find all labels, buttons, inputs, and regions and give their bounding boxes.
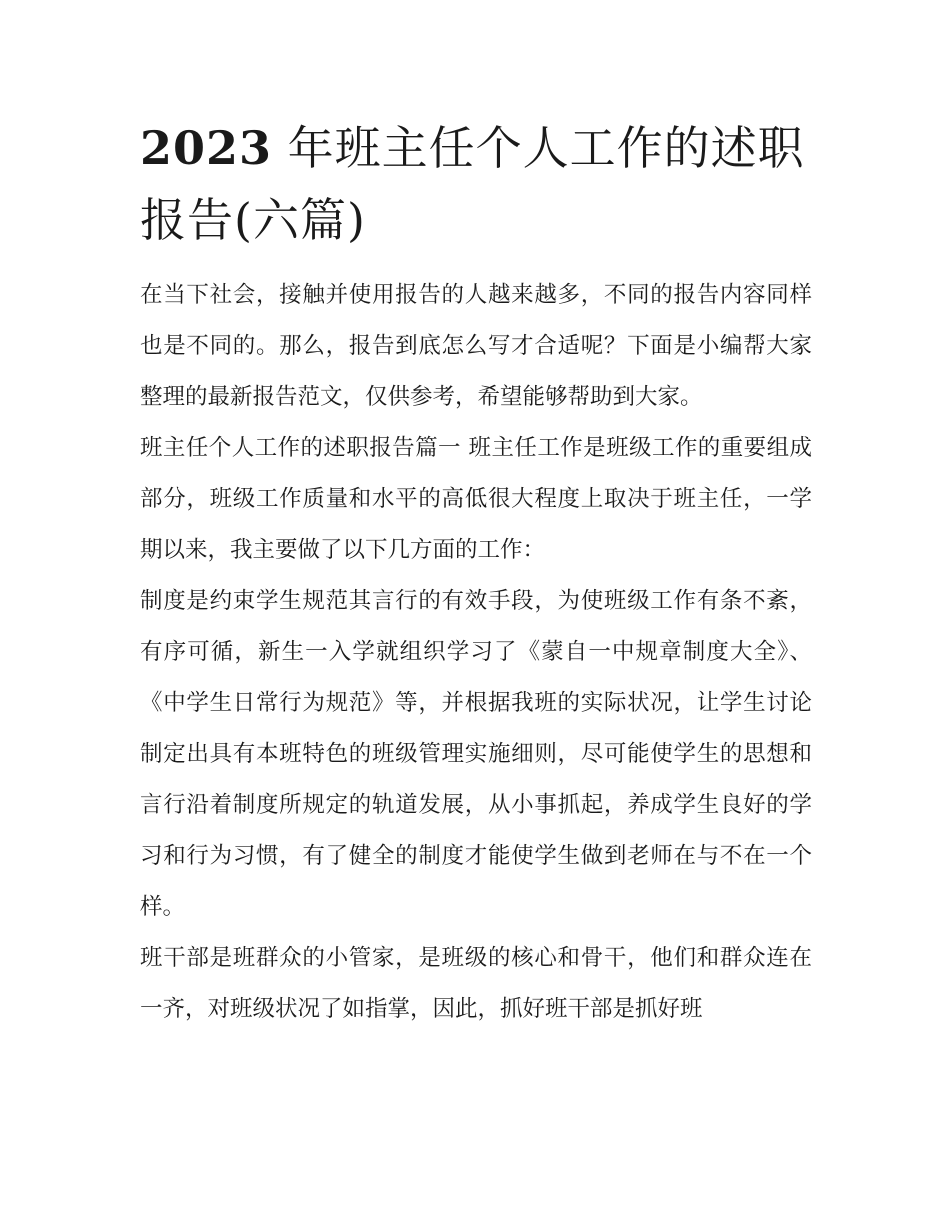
title-text: 年班主任个人工作的述职报告(六篇) [140,121,805,247]
document-body [140,112,812,1035]
class-cadre-paragraph: 班干部是班群众的小管家，是班级的核心和骨干，他们和群众连在一齐，对班级状况了如指掌，因此，抓好班干部是抓好班 [140,945,812,1022]
intro-paragraph: 在当下社会，接触并使用报告的人越来越多，不同的报告内容同样也是不同的。那么，报告到底怎么写才合适呢？下面是小编帮大家整理的最新报告范文，仅供参考，希望能够帮助到大家。 [140,282,812,410]
document-title [140,112,812,256]
title-year: 2023 [140,121,273,175]
section-one-paragraph: 班主任个人工作的述职报告篇一 班主任工作是班级工作的重要组成部分，班级工作质量和水平的高低很大程度上取决于班主任，一学期以来，我主要做了以下几方面的工作： [140,435,812,563]
rules-paragraph: 制度是约束学生规范其言行的有效手段，为使班级工作有条不紊，有序可循，新生一入学就组织学习了《蒙自一中规章制度大全》、《中学生日常行为规范》等，并根据我班的实际状况，让学生讨论制定出具有本班特色的班级管理实施细则，尽可能使学生的思想和言行沿着制度所规定的轨道发展，从小事抓起，养成学生良好的学习和行为习惯，有了健全的制度才能使学生做到老师在与不在一个样。 [140,588,812,920]
